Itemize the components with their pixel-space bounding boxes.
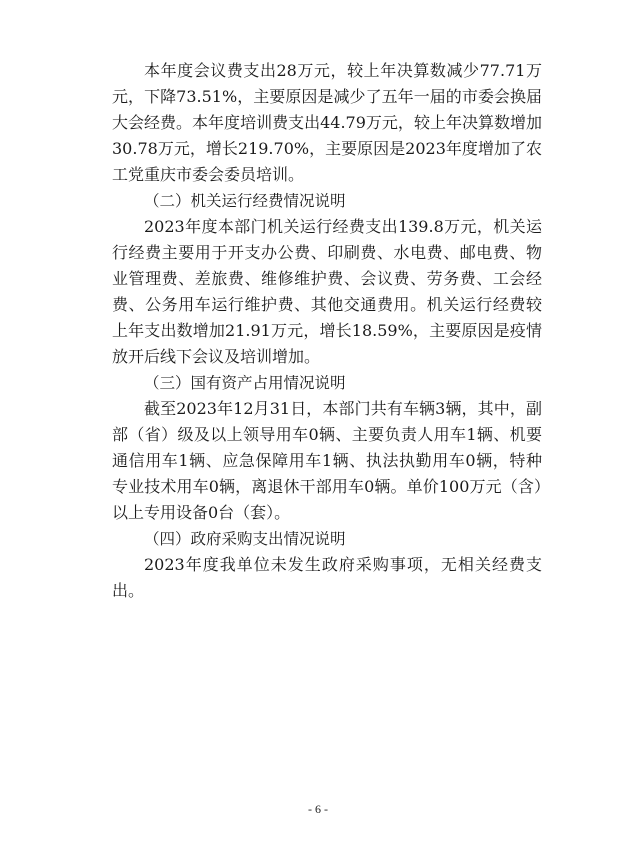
paragraph-government-procurement: 2023年度我单位未发生政府采购事项，无相关经费支出。 [112,555,542,600]
section-heading-operating-expenses: （二）机关运行经费情况说明 [144,192,346,210]
section-heading-state-assets: （三）国有资产占用情况说明 [144,374,346,392]
paragraph-meeting-training-fees: 本年度会议费支出28万元，较上年决算数减少77.71万元，下降73.51%，主要原因是减少了五年一届的市委会换届大会经费。本年度培训费支出44.79万元，较上年决算数增加30.78万元，增长219.70%，主要原因是2023年度增加了农工党重庆市委会委员培训。 [112,61,542,184]
section-heading-government-procurement: （四）政府采购支出情况说明 [144,530,346,548]
paragraph-operating-expenses: 2023年度本部门机关运行经费支出139.8万元，机关运行经费主要用于开支办公费、印刷费、水电费、邮电费、物业管理费、差旅费、维修维护费、会议费、劳务费、工会经费、公务用车运行维护费、其他交通费用。机关运行经费较上年支出数增加21.91万元，增长18.59%，主要原因是疫情放开后线下会议及培训增加。 [112,217,542,366]
page-number: - 6 - [308,802,328,816]
document-body [112,58,542,604]
paragraph-state-assets: 截至2023年12月31日，本部门共有车辆3辆，其中，副部（省）级及以上领导用车0辆、主要负责人用车1辆、机要通信用车1辆、应急保障用车1辆、执法执勤用车0辆，特种专业技术用车0辆，离退休干部用车0辆。单价100万元（含）以上专用设备0台（套）。 [112,399,542,522]
